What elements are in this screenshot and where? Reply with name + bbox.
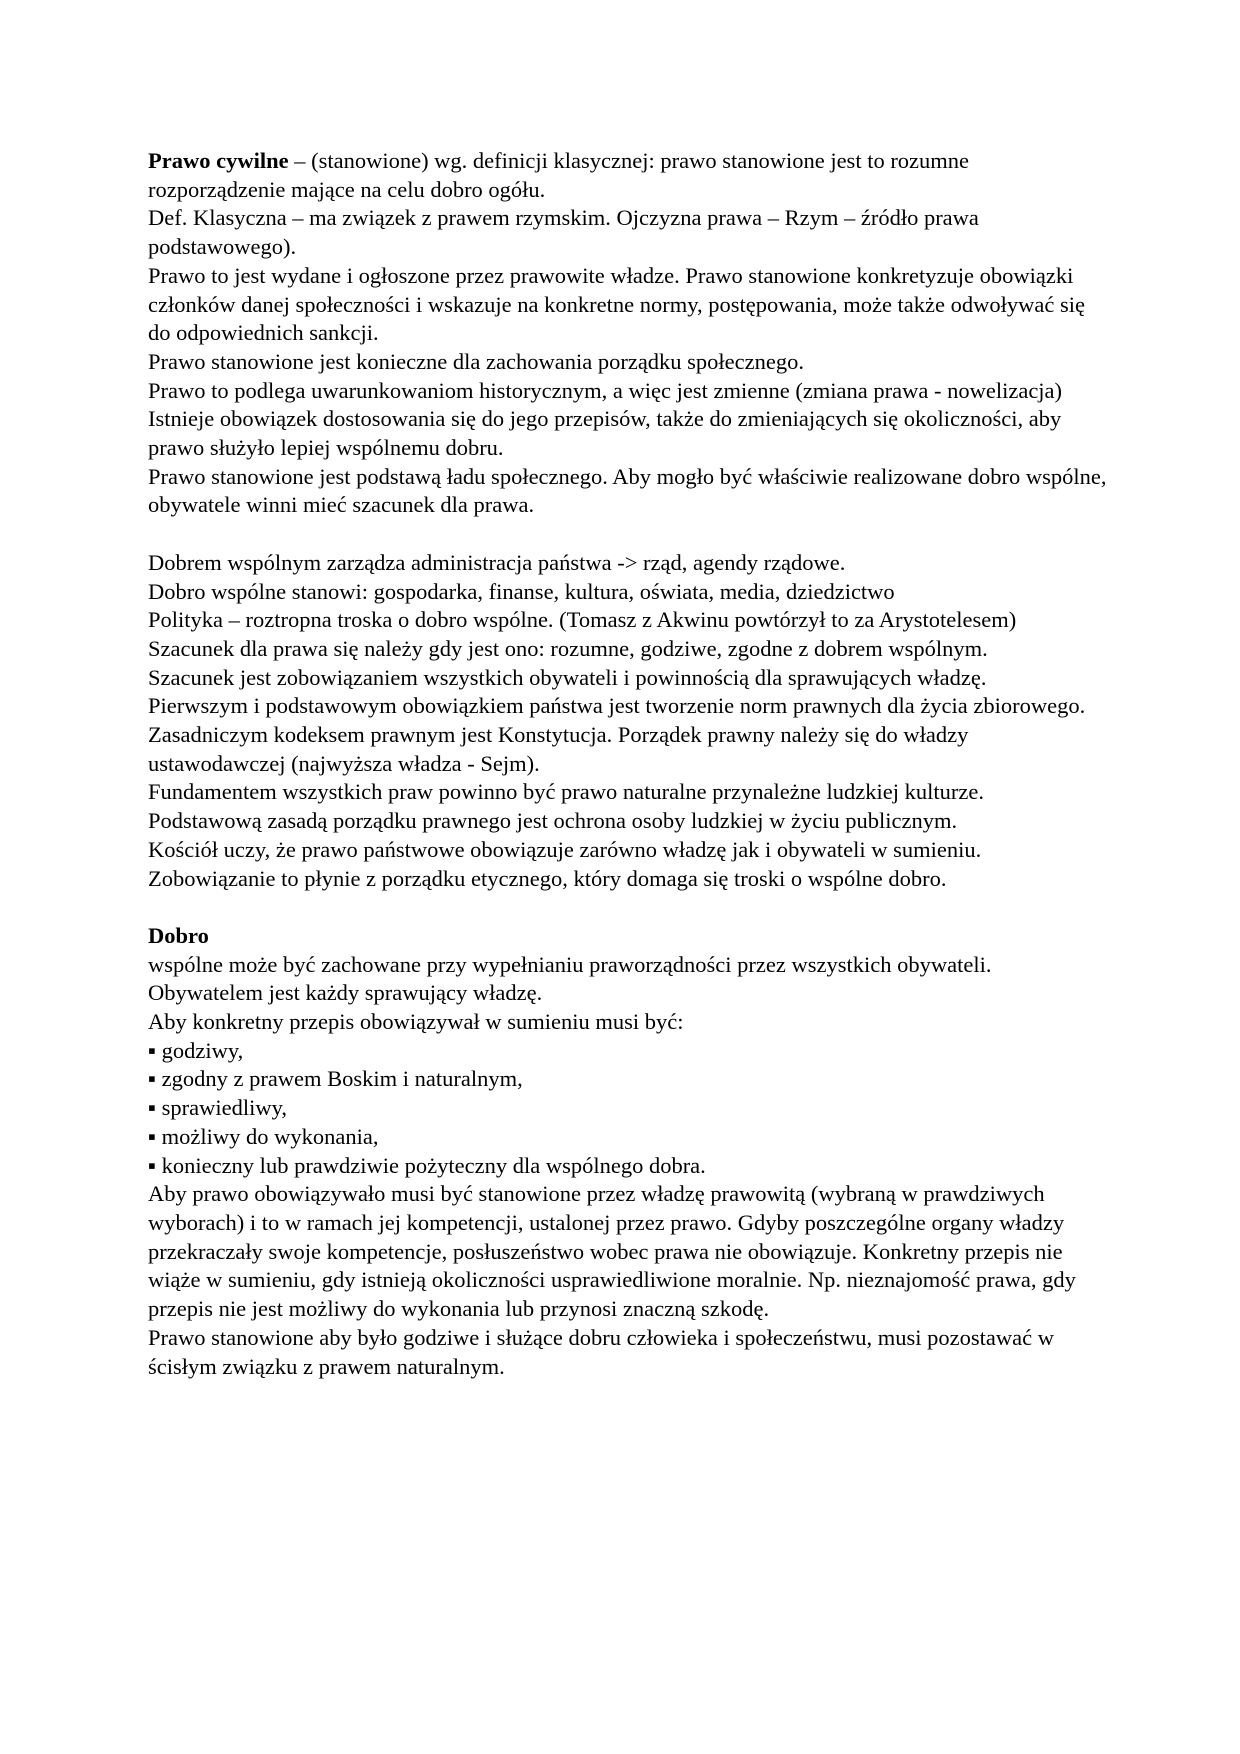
paragraph: Obywatelem jest każdy sprawujący władzę. [148,980,543,1006]
paragraph: Prawo stanowione jest podstawą ładu społecznego. Aby mogło być właściwie realizowane dobro wspólne, obywatele winni mieć szacunek dla prawa. [148,463,1107,518]
paragraph: Prawo to jest wydane i ogłoszone przez prawowite władze. Prawo stanowione konkretyzuje obowiązki członków danej społeczności i wskazuje na konkretne normy, postępowania, może także odwoływać się do odpowiednich sankcji. [148,262,1085,346]
document-page [148,147,1108,1381]
paragraph: Aby konkretny przepis obowiązywał w sumieniu musi być: [148,1009,684,1035]
paragraph: Istnieje obowiązek dostosowania się do jego przepisów, także do zmieniających się okoliczności, aby prawo służyło lepiej wspólnemu dobru. [148,406,1062,461]
list-item: ▪ godziwy, [148,1037,244,1063]
paragraph: wspólne może być zachowane przy wypełnianiu praworządności przez wszystkich obywateli. [148,951,992,977]
intro-text: – (stanowione) wg. definicji klasycznej: prawo stanowione jest to rozumne rozporządzenie mające na celu dobro ogółu. [148,148,970,202]
section-heading-dobro: Dobro [148,922,209,948]
list-item: ▪ możliwy do wykonania, [148,1123,379,1149]
section-heading-prawo-cywilne: Prawo cywilne [148,148,289,173]
blank-line [148,893,1108,922]
requirements-list [148,1037,1108,1181]
paragraph: Pierwszym i podstawowym obowiązkiem państwa jest tworzenie norm prawnych dla życia zbiorowego. Zasadniczym kodeksem prawnym jest Konstytucja. Porządek prawny należy się do władzy ustawodawczej (najwyższa władza - Sejm). [148,693,1086,776]
paragraph: Prawo stanowione aby było godziwe i służące dobru człowieka i społeczeństwu, musi pozostawać w ścisłym związku z prawem naturalnym. [148,1324,1054,1379]
paragraph: Aby prawo obowiązywało musi być stanowione przez władzę prawowitą (wybraną w prawdziwych wyborach) i to w ramach jej kompetencji, ustalonej przez prawo. Gdyby poszczególne organy władzy przekraczały swoje kompetencje, posłuszeństwo wobec prawa nie obowiązuje. Konkretny przepis nie wiąże w sumieniu, gdy istnieją okoliczności usprawiedliwione moralnie. Np. nieznajomość prawa, gdy przepis nie jest możliwy do wykonania lub przynosi znaczną szkodę. [148,1181,1076,1322]
list-item: ▪ zgodny z prawem Boskim i naturalnym, [148,1066,523,1092]
blank-line [148,520,1108,549]
paragraph: Fundamentem wszystkich praw powinno być prawo naturalne przynależne ludzkiej kulturze. [148,779,984,805]
paragraph: Szacunek dla prawa się należy gdy jest ono: rozumne, godziwe, zgodne z dobrem wspólnym. [148,635,988,661]
intro-paragraph [148,147,1108,204]
paragraph: Zobowiązanie to płynie z porządku etycznego, który domaga się troski o wspólne dobro. [148,865,947,891]
paragraph: Polityka – roztropna troska o dobro wspólne. (Tomasz z Akwinu powtórzył to za Arystotelesem) [148,607,1017,633]
list-item: ▪ sprawiedliwy, [148,1095,287,1121]
paragraph: Podstawową zasadą porządku prawnego jest ochrona osoby ludzkiej w życiu publicznym. [148,808,958,834]
list-item: ▪ konieczny lub prawdziwie pożyteczny dla wspólnego dobra. [148,1152,706,1178]
paragraph: Prawo stanowione jest konieczne dla zachowania porządku społecznego. [148,348,805,374]
paragraph: Dobro wspólne stanowi: gospodarka, finanse, kultura, oświata, media, dziedzictwo [148,578,895,604]
paragraph: Kościół uczy, że prawo państwowe obowiązuje zarówno władzę jak i obywateli w sumieniu. [148,836,982,862]
paragraph: Szacunek jest zobowiązaniem wszystkich obywateli i powinnością dla sprawujących władzę. [148,664,987,690]
paragraph: Dobrem wspólnym zarządza administracja państwa -> rząd, agendy rządowe. [148,549,846,575]
paragraph: Prawo to podlega uwarunkowaniom historycznym, a więc jest zmienne (zmiana prawa - nowelizacja) [148,377,1063,403]
paragraph: Def. Klasyczna – ma związek z prawem rzymskim. Ojczyzna prawa – Rzym – źródło prawa podstawowego). [148,205,979,260]
